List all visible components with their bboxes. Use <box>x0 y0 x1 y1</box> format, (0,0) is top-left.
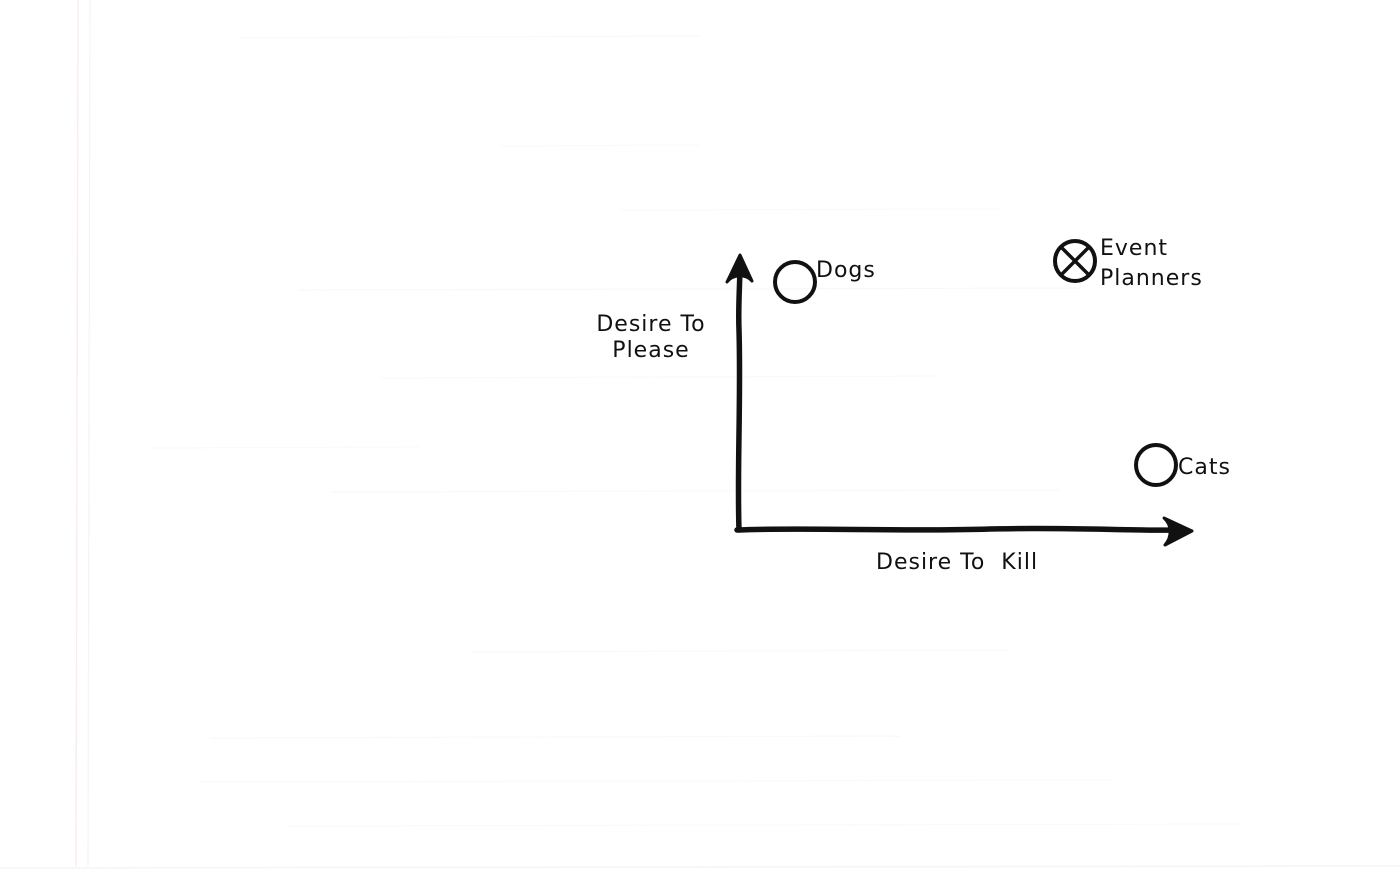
point-label-event-planners-line2: Planners <box>1100 265 1203 291</box>
y-axis-label-line1: Desire To <box>596 312 706 337</box>
point-label-event-planners <box>1100 234 1210 293</box>
point-marker-event-planners[interactable] <box>1055 241 1095 281</box>
point-label-event-planners-line1: Event <box>1100 236 1169 261</box>
point-label-dogs: Dogs <box>816 258 876 283</box>
y-axis <box>727 255 752 530</box>
x-axis-label: Desire To Kill <box>876 550 1039 575</box>
point-marker-cats[interactable] <box>1136 445 1176 485</box>
point-marker-dogs[interactable] <box>775 262 815 302</box>
y-axis-label <box>586 312 716 364</box>
point-label-cats: Cats <box>1178 455 1231 480</box>
y-axis-label-line2: Please <box>612 337 690 363</box>
x-axis <box>737 518 1192 545</box>
